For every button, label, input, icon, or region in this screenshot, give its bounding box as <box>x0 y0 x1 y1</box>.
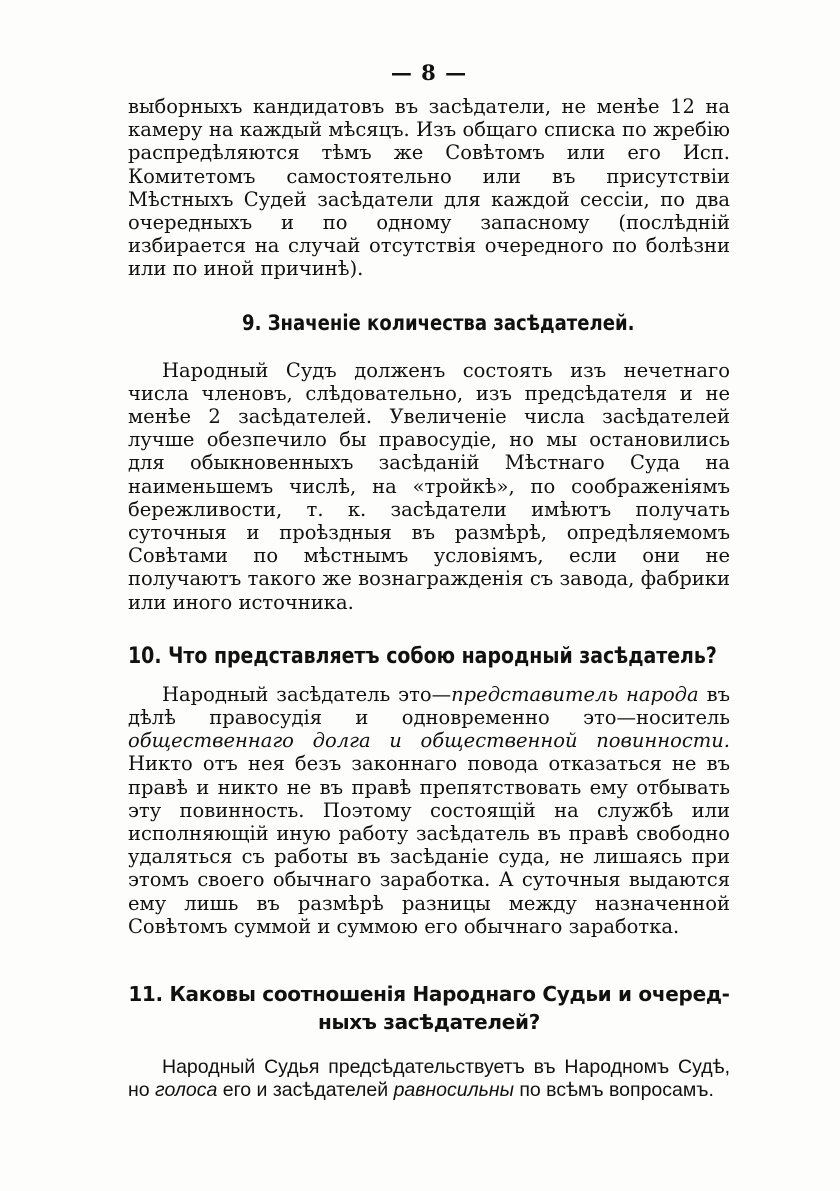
section-9-heading: 9. Значеніе количества засѣдателей. <box>242 310 635 335</box>
section-10-text-a: Народный засѣдатель это— <box>162 682 452 706</box>
section-10-text-b: въ дѣлѣ правосудія и одновременно это—носитель <box>128 682 730 730</box>
section-11-paragraph <box>128 1056 730 1102</box>
section-11-emphasis-b: равносильны <box>393 1079 514 1102</box>
section-11-text-a: Народный Судья предсѣдательствуетъ въ Народномъ Судѣ, но <box>128 1056 730 1102</box>
section-11-emphasis-a: голоса <box>155 1079 218 1102</box>
page-number: — 8 — <box>390 60 468 85</box>
section-9-paragraph: Народный Судъ долженъ состоять изъ нечетнаго числа членовъ, слѣдовательно, изъ предсѣдателя и не менѣе 2 засѣдателей. Увеличеніе числа засѣдателей лучше обезпечило бы правосудіе, но мы остановились для обыкновенныхъ засѣданій Мѣстнаго Суда на наименьшемъ числѣ, на «тройкѣ», по соображеніямъ бережливости, т. к. засѣдатели имѣютъ получать суточныя и проѣздныя въ размѣрѣ, опредѣляемомъ Совѣтами по мѣстнымъ условіямъ, если они не получаютъ такого же вознагражденія съ завода, фабрики или иного источника. <box>128 358 730 614</box>
intro-paragraph: выборныхъ кандидатовъ въ засѣдатели, не менѣе 12 на камеру на каждый мѣсяцъ. Изъ общаго списка по жребію распредѣляются тѣмъ же Совѣтомъ или его Исп. Комитетомъ самостоятельно или въ присутствіи Мѣстныхъ Судей засѣдатели для каждой сессіи, по два очередныхъ и по одному запасному (послѣдній избирается на случай отсутствія очередного по болѣзни или по иной причинѣ). <box>128 95 730 281</box>
section-10-heading: 10. Что представляетъ собою народный засѣдатель? <box>128 643 717 669</box>
section-11-text-c: по всѣмъ вопросамъ. <box>513 1079 714 1102</box>
section-11-heading-line2: ныхъ засѣдателей? <box>317 1010 541 1035</box>
book-page <box>128 60 730 1103</box>
section-11-text-b: его и засѣдателей <box>217 1079 394 1102</box>
section-10-emphasis-a: представитель народа <box>451 682 699 706</box>
section-10-emphasis-b: общественнаго долга и общественной повинности. <box>128 729 730 753</box>
section-11-heading-line1: 11. Каковы соотношенія Народнаго Судьи и очеред- <box>128 982 730 1007</box>
section-11-heading <box>128 980 730 1036</box>
section-10-text-c: Никто отъ нея безъ законнаго повода отказаться не въ правѣ и никто не въ правѣ препятствовать ему отбывать эту повинность. Поэтому состоящій на службѣ или исполняющій иную работу засѣдатель въ правѣ свободно удаляться съ работы въ засѣданіе суда, не лишаясь при этомъ своего обычнаго заработка. А суточныя выдаются ему лишь въ размѣрѣ разницы между назначенной Совѣтомъ суммой и суммою его обычнаго заработка. <box>128 752 730 938</box>
section-10-paragraph <box>128 683 730 938</box>
